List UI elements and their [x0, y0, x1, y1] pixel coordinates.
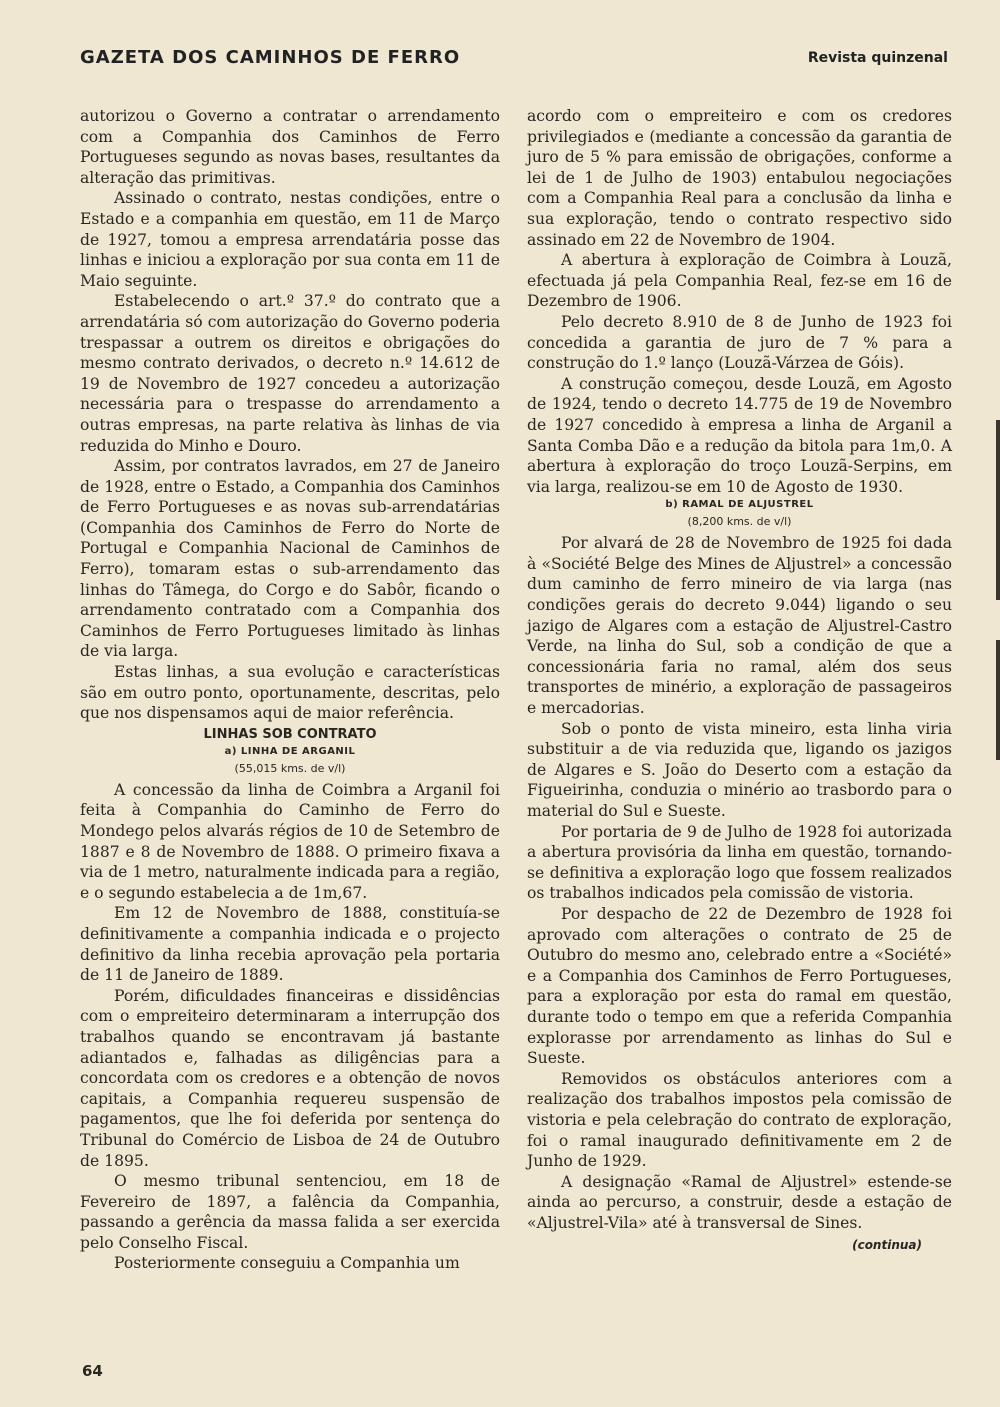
paragraph: autorizou o Governo a contratar o arrendamento com a Companhia dos Caminhos de Ferro Portugueses segundo as novas bases, resultantes da alteração das primitivas. — [80, 107, 500, 187]
paragraph: Posteriormente conseguiu a Companhia um — [114, 1254, 460, 1273]
page-number: 64 — [82, 1362, 103, 1380]
paragraph: A designação «Ramal de Aljustrel» estende-se ainda ao percurso, a construir, desde a estação de «Aljustrel-Vila» até à transversal de Sines. — [527, 1172, 952, 1232]
right-column — [527, 106, 952, 1256]
paragraph: Sob o ponto de vista mineiro, esta linha viria substituir a de via reduzida que, ligando os jazigos de Algares e S. João do Deserto com a estação da Figueirinha, conduzia o minério ao trasbordo para o material do Sul e Sueste. — [527, 719, 952, 820]
paragraph: Por despacho de 22 de Dezembro de 1928 foi aprovado com alterações o contrato de 25 de Outubro do mesmo ano, celebrado entre a «Société» e a Companhia dos Caminhos de Ferro Portugueses, para a exploração por esta do ramal em questão, durante todo o tempo em que a referida Companhia explorasse por arrendamento as linhas do Sul e Sueste. — [527, 904, 952, 1068]
subsection-heading: a) LINHA DE ARGANIL — [224, 745, 356, 757]
continuation-note: (continua) — [852, 1238, 922, 1253]
paragraph: Estas linhas, a sua evolução e características são em outro ponto, oportunamente, descritas, pelo que nos dispensamos aqui de maior referência. — [80, 663, 500, 723]
paragraph: Removidos os obstáculos anteriores com a realização dos trabalhos impostos pela comissão de vistoria e pela celebração do contrato de exploração, foi o ramal inaugurado definitivamente em 2 de Junho de 1929. — [527, 1069, 952, 1171]
paragraph: Porém, dificuldades financeiras e dissidências com o empreiteiro determinaram a interrupção dos trabalhos quando se encontravam já bastante adiantados e, falhadas as diligências para a concordata com os credores e a obtenção de novos capitais, a Companhia requereu suspensão de pagamentos, que lhe foi deferida por sentença do Tribunal do Comércio de Lisboa de 24 de Outubro de 1895. — [80, 986, 500, 1170]
subsection-distance: (8,200 kms. de v/l) — [687, 515, 792, 529]
paragraph: Assim, por contratos lavrados, em 27 de Janeiro de 1928, entre o Estado, a Companhia dos Caminhos de Ferro Portugueses e as novas sub-arrendatárias (Companhia dos Caminhos de Ferro do Norte de Portugal e Companhia Nacional de Caminhos de Ferro), tomaram estas o sub-arrendamento das linhas do Tâmega, do Corgo e do Sabôr, ficando o arrendamento contratado com a Companhia dos Caminhos de Ferro Portugueses limitado às linhas de via larga. — [80, 457, 500, 661]
journal-title: GAZETA DOS CAMINHOS DE FERRO — [80, 47, 461, 68]
subsection-heading: b) RAMAL DE ALJUSTREL — [665, 499, 814, 511]
paragraph: Por portaria de 9 de Julho de 1928 foi autorizada a abertura provisória da linha em questão, tornando-se definitiva a exploração logo que fossem realizados os trabalhos indicados pela comissão de vistoria. — [527, 822, 952, 903]
paragraph: Por alvará de 28 de Novembro de 1925 foi dada à «Société Belge des Mines de Aljustrel» a concessão dum caminho de ferro mineiro de via larga (nas condições gerais do decreto 9.044) ligando o seu jazigo de Algares com a estação de Aljustrel-Castro Verde, na linha do Sul, sob a condição de que a concessionária faria no ramal, além dos seus transportes de minério, a exploração de passageiros e mercadorias. — [527, 534, 952, 718]
page-edge-mark — [996, 420, 1000, 600]
paragraph: A construção começou, desde Louzã, em Agosto de 1924, tendo o decreto 14.775 de 19 de Novembro de 1927 concedido à empresa a linha de Arganil a Santa Comba Dão e a redução da bitola para 1m,0. A abertura à exploração do troço Louzã-Serpins, em via larga, realizou-se em 10 de Agosto de 1930. — [527, 374, 952, 496]
page-edge-mark — [996, 640, 1000, 760]
section-heading: LINHAS SOB CONTRATO — [203, 726, 377, 742]
paragraph: acordo com o empreiteiro e com os credores privilegiados e (mediante a concessão da garantia de juro de 5 % para emissão de obrigações, conforme a lei de 1 de Julho de 1903) entabulou negociações com a Companhia Real para a conclusão da linha e sua exploração, tendo o contrato respectivo sido assinado em 22 de Novembro de 1904. — [527, 107, 952, 249]
paragraph: Pelo decreto 8.910 de 8 de Junho de 1923 foi concedida a garantia de juro de 7 % para a construção do 1.º lanço (Louzã-Várzea de Góis). — [527, 312, 952, 373]
journal-subtitle: Revista quinzenal — [807, 50, 948, 66]
paragraph: Estabelecendo o art.º 37.º do contrato que a arrendatária só com autorização do Governo poderia trespassar a outrem os direitos e obrigações do mesmo contrato derivados, o decreto n.º 14.612 de 19 de Novembro de 1927 concedeu a autorização necessária para o trespasse do arrendamento a outras empresas, na parte relativa às linhas de via reduzida do Minho e Douro. — [80, 292, 500, 455]
paragraph: Em 12 de Novembro de 1888, constituía-se definitivamente a companhia indicada e o projecto definitivo da linha recebia aprovação pela portaria de 11 de Janeiro de 1889. — [80, 904, 500, 985]
subsection-distance: (55,015 kms. de v/l) — [234, 761, 346, 775]
paragraph: A abertura à exploração de Coimbra à Louzã, efectuada já pela Companhia Real, fez-se em 16 de Dezembro de 1906. — [527, 251, 952, 311]
paragraph: O mesmo tribunal sentenciou, em 18 de Fevereiro de 1897, a falência da Companhia, passando a gerência da massa falida a ser exercida pelo Conselho Fiscal. — [80, 1172, 500, 1252]
left-column — [80, 106, 500, 1274]
paragraph: A concessão da linha de Coimbra a Arganil foi feita à Companhia do Caminho de Ferro do Mondego pelos alvarás régios de 10 de Setembro de 1887 e 8 de Novembro de 1888. O primeiro fixava a via de 1 metro, naturalmente indicada para a região, e o segundo estabelecia a de 1m,67. — [80, 780, 500, 902]
paragraph: Assinado o contrato, nestas condições, entre o Estado e a companhia em questão, em 11 de Março de 1927, tomou a empresa arrendatária posse das linhas e iniciou a exploração por sua conta em 11 de Maio seguinte. — [80, 189, 500, 290]
